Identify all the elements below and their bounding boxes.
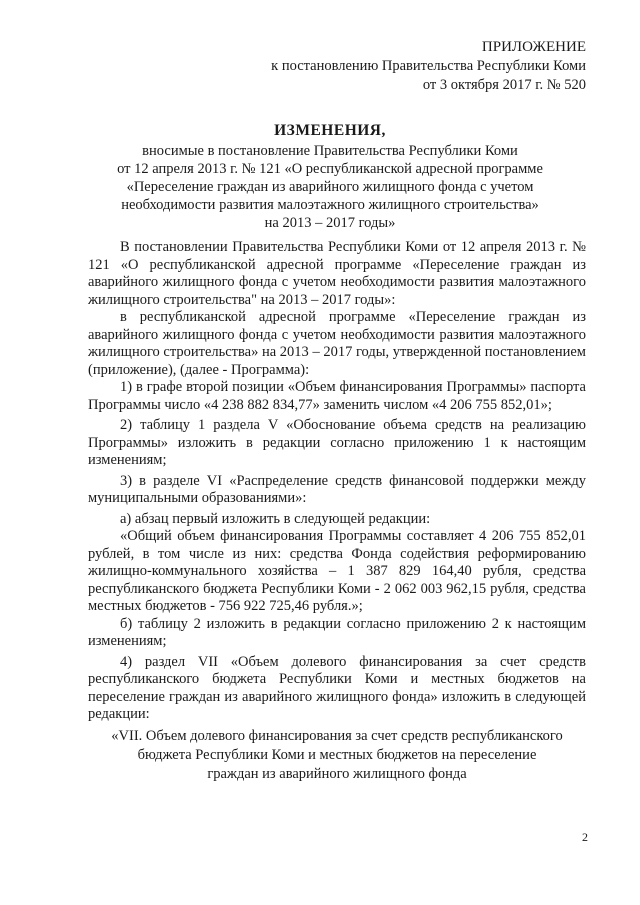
section-title-line: граждан из аварийного жилищного фонда [207, 766, 467, 782]
section-title [88, 727, 586, 784]
changes-line: необходимости развития малоэтажного жилищного строительства» [121, 197, 539, 213]
changes-header [60, 122, 600, 232]
changes-line: на 2013 – 2017 годы» [264, 215, 396, 231]
body-paragraph: 1) в графе второй позиции «Объем финансирования Программы» паспорта Программы число «4 238 882 834,77» заменить числом «4 206 755 852,01»; [88, 379, 586, 413]
changes-line: вносимые в постановление Правительства Республики Коми [142, 143, 518, 159]
changes-line: от 12 апреля 2013 г. № 121 «О республиканской адресной программе [117, 161, 543, 177]
body-paragraph: 2) таблицу 1 раздела V «Обоснование объема средств на реализацию Программы» изложить в редакции согласно приложению 1 к настоящим изменениям; [88, 417, 586, 468]
section-title-line: «VII. Объем долевого финансирования за счет средств республиканского [111, 728, 563, 744]
document-body [88, 239, 586, 724]
changes-heading: ИЗМЕНЕНИЯ, [274, 122, 386, 139]
appendix-reference: к постановлению Правительства Республики Коми [271, 58, 586, 74]
body-paragraph: в республиканской адресной программе «Переселение граждан из аварийного жилищного фонда с учетом необходимости развития малоэтажного жилищного строительства» на 2013 – 2017 годы, утвержденной постановлением (приложение), (далее - Программа): [88, 309, 586, 378]
body-paragraph: В постановлении Правительства Республики Коми от 12 апреля 2013 г. № 121 «О республиканской адресной программе «Переселение граждан из аварийного жилищного фонда с учетом необходимости развития малоэтажного жилищного строительства" на 2013 – 2017 годы»: [88, 239, 586, 308]
changes-line: «Переселение граждан из аварийного жилищного фонда с учетом [126, 179, 534, 195]
body-paragraph: 3) в разделе VI «Распределение средств финансовой поддержки между муниципальными образованиями»: [88, 472, 586, 506]
body-paragraph: «Общий объем финансирования Программы составляет 4 206 755 852,01 рублей, в том числе из них: средства Фонда содействия реформированию жилищно-коммунального хозяйства – 1 387 829 164,40 рубля, средства республиканского бюджета Республики Коми - 2 062 003 962,15 рубля, средства местных бюджетов - 756 922 725,46 рубля.»; [88, 528, 586, 614]
body-paragraph: б) таблицу 2 изложить в редакции согласно приложению 2 к настоящим изменениям; [88, 615, 586, 649]
page-number: 2 [582, 830, 588, 844]
body-paragraph: а) абзац первый изложить в следующей редакции: [120, 510, 431, 527]
appendix-title: ПРИЛОЖЕНИЕ [481, 39, 586, 55]
body-paragraph: 4) раздел VII «Объем долевого финансирования за счет средств республиканского бюджета Республики Коми и местных бюджетов на переселение граждан из аварийного жилищного фонда» изложить в следующей редакции: [88, 653, 586, 722]
section-title-line: бюджета Республики Коми и местных бюджетов на переселение [137, 747, 537, 763]
appendix-date: от 3 октября 2017 г. № 520 [422, 77, 586, 93]
appendix-header [271, 38, 586, 95]
